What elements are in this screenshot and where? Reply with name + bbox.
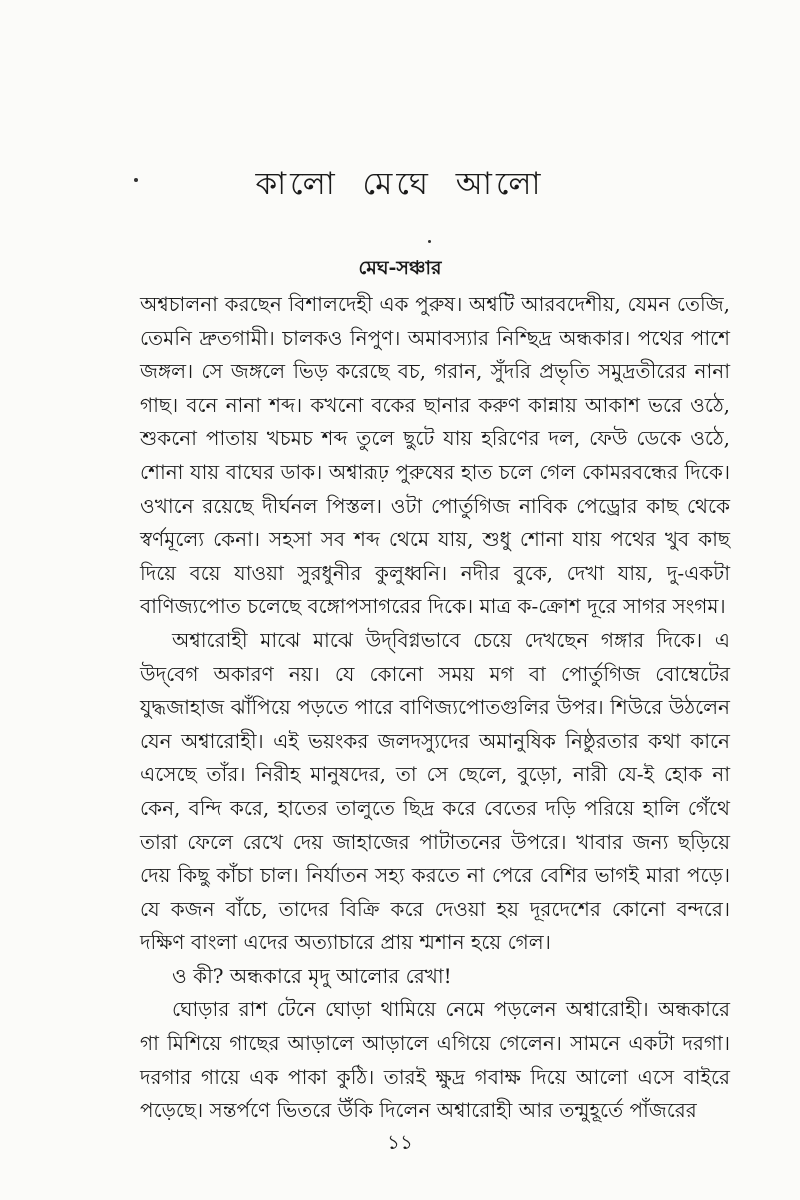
paragraph: ঘোড়ার রাশ টেনে ঘোড়া থামিয়ে নেমে পড়লেন অশ্বারোহী। অন্ধকারে গা মিশিয়ে গাছের আড়ালে আড়ালে এগিয়ে গেলেন। সামনে একটা দরগা। দরগার গায়ে এক পাকা কুঠি। তারই ক্ষুদ্র গবাক্ষ দিয়ে আলো এসে বাইরে পড়েছে। সন্তর্পণে ভিতরে উঁকি দিলেন অশ্বারোহী আর তন্মুহূর্তে পাঁজরের [140, 997, 730, 1123]
paragraph: অশ্বচালনা করছেন বিশালদেহী এক পুরুষ। অশ্বটি আরবদেশীয়, যেমন তেজি, তেমনি দ্রুতগামী। চালকও নিপুণ। অমাবস্যার নিশ্ছিদ্র অন্ধকার। পথের পাশে জঙ্গল। সে জঙ্গলে ভিড় করেছে বচ, গরান, সুঁদরি প্রভৃতি সমুদ্রতীরের নানা গাছ। বনে নানা শব্দ। কখনো বকের ছানার করুণ কান্নায় আকাশ ভরে ওঠে, শুকনো পাতায় খচমচ শব্দ তুলে ছুটে যায় হরিণের দল, ফেউ ডেকে ওঠে, শোনা যায় বাঘের ডাক। অশ্বারূঢ় পুরুষের হাত চলে গেল কোমরবন্ধের দিকে। ওখানে রয়েছে দীর্ঘনল পিস্তল। ওটা পোর্তুগিজ নাবিক পেড্রোর কাছ থেকে স্বর্ণমূল্যে কেনা। সহসা সব শব্দ থেমে যায়, শুধু শোনা যায় পথের খুব কাছ দিয়ে বয়ে যাওয়া সুরধুনীর কুলুধ্বনি। নদীর বুকে, দেখা যায়, দু-একটা বাণিজ্যপোত চলেছে বঙ্গোপসাগরের দিকে। মাত্র ক-ক্রোশ দূরে সাগর সংগম। [140, 292, 730, 619]
section-title: মেঘ-সঞ্চার [358, 257, 442, 279]
page-number: ১১ [387, 1130, 413, 1154]
paragraph: অশ্বারোহী মাঝে মাঝে উদ্‌বিগ্নভাবে চেয়ে দেখছেন গঙ্গার দিকে। এ উদ্‌বেগ অকারণ নয়। যে কোনো সময় মগ বা পোর্তুগিজ বোম্বেটের যুদ্ধজাহাজ ঝাঁপিয়ে পড়তে পারে বাণিজ্যপোতগুলির উপর। শিউরে উঠলেন যেন অশ্বারোহী। এই ভয়ংকর জলদস্যুদের অমানুষিক নিষ্ঠুরতার কথা কানে এসেছে তাঁর। নিরীহ মানুষদের, তা সে ছেলে, বুড়ো, নারী যে-ই হোক না কেন, বন্দি করে, হাতের তালুতে ছিদ্র করে বেতের দড়ি পরিয়ে হালি গেঁথে তারা ফেলে রেখে দেয় জাহাজের পাটাতনের উপরে। খাবার জন্য ছড়িয়ে দেয় কিছু কাঁচা চাল। নির্যাতন সহ্য করতে না পেরে বেশির ভাগই মারা পড়ে। যে কজন বাঁচে, তাদের বিক্রি করে দেওয়া হয় দূরদেশের কোনো বন্দরে। দক্ষিণ বাংলা এদের অত্যাচারে প্রায় শ্মশান হয়ে গেল। [140, 627, 730, 955]
ink-speck [428, 240, 431, 243]
paragraph: ও কী? অন্ধকারে মৃদু আলোর রেখা! [172, 963, 452, 988]
chapter-title: কালো মেঘে আলো [255, 166, 545, 202]
body-text [140, 288, 730, 1128]
